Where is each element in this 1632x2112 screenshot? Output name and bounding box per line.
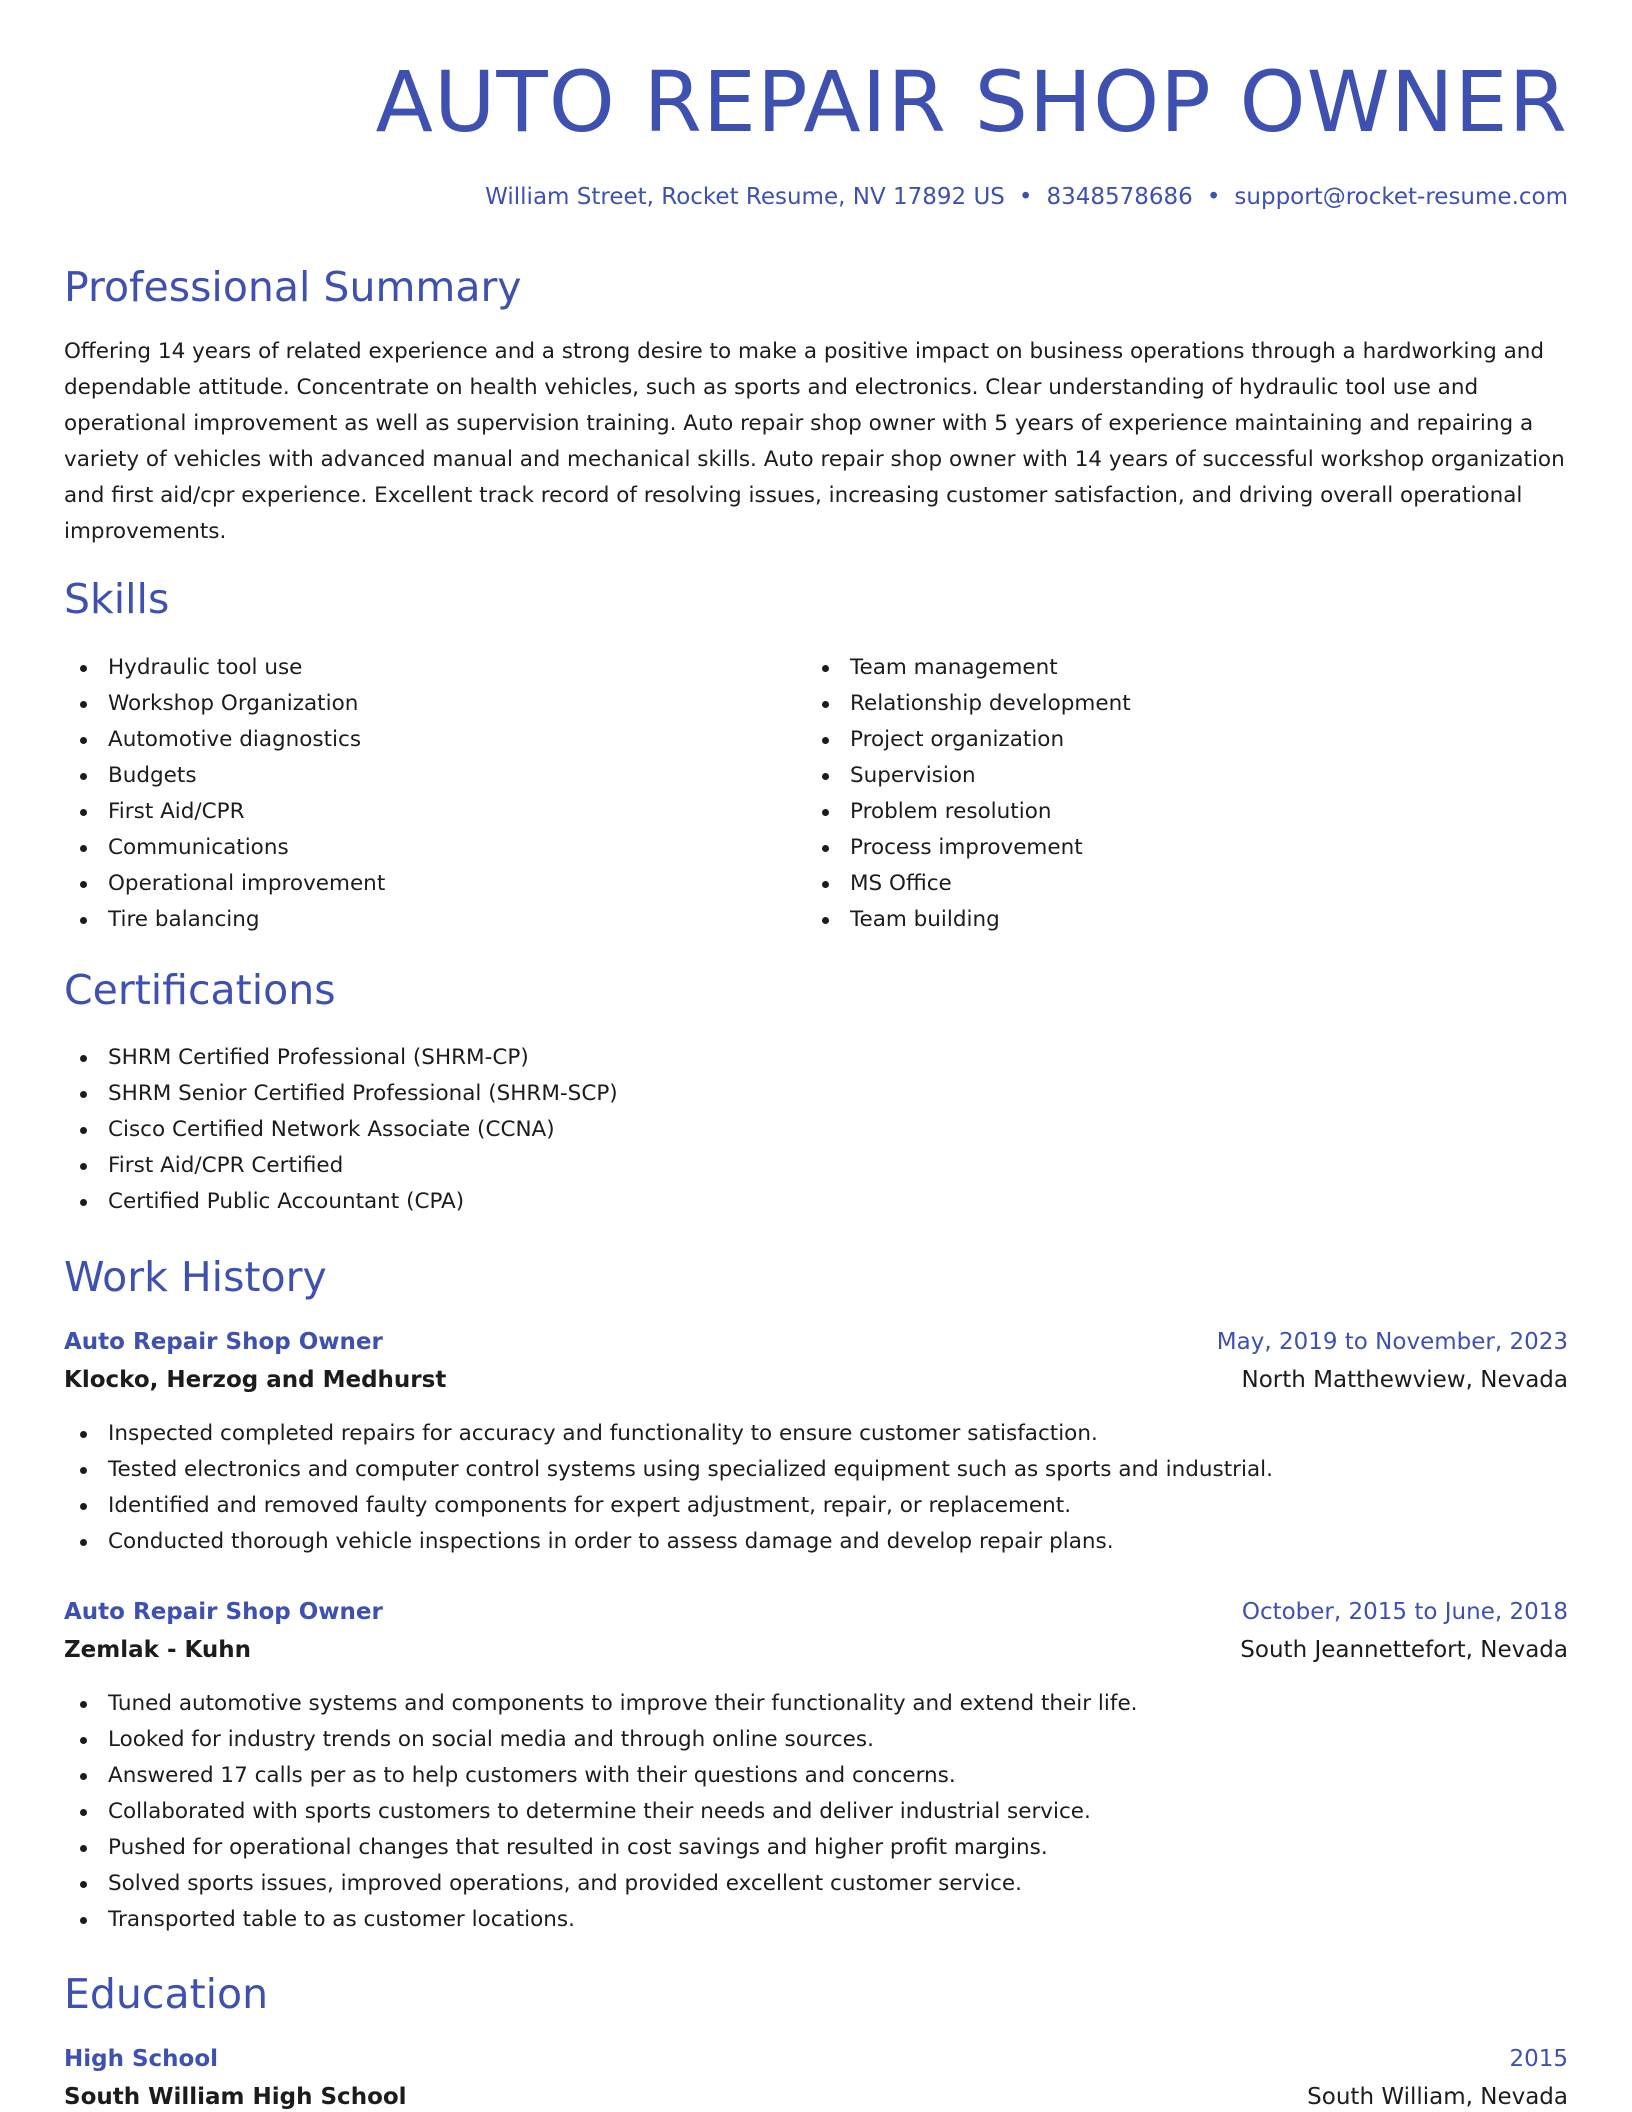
certification-item: SHRM Senior Certified Professional (SHRM-SCP) bbox=[64, 1076, 618, 1112]
skills-list-left bbox=[64, 650, 385, 938]
education-header bbox=[64, 2039, 1568, 2079]
education-subheader bbox=[64, 2077, 1568, 2112]
skill-item: Hydraulic tool use bbox=[64, 650, 385, 686]
skill-item: Team building bbox=[806, 902, 1131, 938]
skills-list-right bbox=[806, 650, 1131, 938]
skill-item: Project organization bbox=[806, 722, 1131, 758]
job-duty: Tested electronics and computer control systems using specialized equipment such as sports and industrial. bbox=[64, 1452, 1273, 1488]
job-company: Zemlak - Kuhn bbox=[64, 1637, 252, 1663]
job-duty: Conducted thorough vehicle inspections in order to assess damage and develop repair plans. bbox=[64, 1524, 1273, 1560]
summary-text: Offering 14 years of related experience and a strong desire to make a positive impact on business operations through a hardworking and dependable attitude. Concentrate on health vehicles, such as sports and electronics. Clear understanding of hydraulic tool use and operational improvement as well as supervision training. Auto repair shop owner with 5 years of experience maintaining and repairing a variety of vehicles with advanced manual and mechanical skills. Auto repair shop owner with 14 years of successful workshop organization and first aid/cpr experience. Excellent track record of resolving issues, increasing customer satisfaction, and driving overall operational improvements. bbox=[64, 339, 1565, 544]
certification-item: First Aid/CPR Certified bbox=[64, 1148, 618, 1184]
certification-item: Cisco Certified Network Associate (CCNA) bbox=[64, 1112, 618, 1148]
job-duty: Looked for industry trends on social media and through online sources. bbox=[64, 1722, 1138, 1758]
summary-heading: Professional Summary bbox=[64, 263, 522, 311]
education-school: South William High School bbox=[64, 2084, 407, 2110]
contact-separator: • bbox=[1018, 184, 1033, 210]
certification-item: Certified Public Accountant (CPA) bbox=[64, 1184, 618, 1220]
job-duty: Identified and removed faulty components for expert adjustment, repair, or replacement. bbox=[64, 1488, 1273, 1524]
contact-address: William Street, Rocket Resume, NV 17892 US bbox=[485, 184, 1005, 210]
education-degree: High School bbox=[64, 2046, 219, 2072]
job-location: South Jeannettefort, Nevada bbox=[1240, 1637, 1568, 1663]
skill-item: Problem resolution bbox=[806, 794, 1131, 830]
certification-item: SHRM Certified Professional (SHRM-CP) bbox=[64, 1040, 618, 1076]
job-company: Klocko, Herzog and Medhurst bbox=[64, 1367, 447, 1393]
job-dates: October, 2015 to June, 2018 bbox=[1241, 1599, 1568, 1625]
job-duty: Tuned automotive systems and components to improve their functionality and extend their life. bbox=[64, 1686, 1138, 1722]
skill-item: Budgets bbox=[64, 758, 385, 794]
skill-item: First Aid/CPR bbox=[64, 794, 385, 830]
job-subheader bbox=[64, 1360, 1568, 1400]
job-duties-list bbox=[64, 1686, 1138, 1938]
education-year: 2015 bbox=[1509, 2046, 1568, 2072]
job-duties-list bbox=[64, 1416, 1273, 1560]
job-duty: Answered 17 calls per as to help customers with their questions and concerns. bbox=[64, 1758, 1138, 1794]
contact-line bbox=[485, 180, 1568, 214]
skills-heading: Skills bbox=[64, 575, 170, 623]
certifications-list bbox=[64, 1040, 618, 1220]
skill-item: Workshop Organization bbox=[64, 686, 385, 722]
skill-item: MS Office bbox=[806, 866, 1131, 902]
skill-item: Team management bbox=[806, 650, 1131, 686]
job-title: Auto Repair Shop Owner bbox=[64, 1599, 383, 1625]
resume-title: AUTO REPAIR SHOP OWNER bbox=[375, 53, 1568, 151]
skill-item: Tire balancing bbox=[64, 902, 385, 938]
education-location: South William, Nevada bbox=[1307, 2084, 1568, 2110]
skill-item: Relationship development bbox=[806, 686, 1131, 722]
contact-separator: • bbox=[1206, 184, 1221, 210]
certifications-heading: Certifications bbox=[64, 966, 336, 1014]
job-duty: Collaborated with sports customers to determine their needs and deliver industrial service. bbox=[64, 1794, 1138, 1830]
skill-item: Operational improvement bbox=[64, 866, 385, 902]
skill-item: Automotive diagnostics bbox=[64, 722, 385, 758]
skill-item: Communications bbox=[64, 830, 385, 866]
skill-item: Supervision bbox=[806, 758, 1131, 794]
job-duty: Solved sports issues, improved operations, and provided excellent customer service. bbox=[64, 1866, 1138, 1902]
job-header bbox=[64, 1322, 1568, 1362]
job-duty: Inspected completed repairs for accuracy and functionality to ensure customer satisfaction. bbox=[64, 1416, 1273, 1452]
contact-phone: 8348578686 bbox=[1046, 184, 1193, 210]
job-title: Auto Repair Shop Owner bbox=[64, 1329, 383, 1355]
job-duty: Transported table to as customer locations. bbox=[64, 1902, 1138, 1938]
skill-item: Process improvement bbox=[806, 830, 1131, 866]
job-location: North Matthewview, Nevada bbox=[1241, 1367, 1568, 1393]
contact-email[interactable]: support@rocket-resume.com bbox=[1234, 184, 1568, 210]
job-header bbox=[64, 1592, 1568, 1632]
job-duty: Pushed for operational changes that resulted in cost savings and higher profit margins. bbox=[64, 1830, 1138, 1866]
work-history-heading: Work History bbox=[64, 1253, 327, 1301]
job-subheader bbox=[64, 1630, 1568, 1670]
education-heading: Education bbox=[64, 1970, 269, 2018]
job-dates: May, 2019 to November, 2023 bbox=[1216, 1329, 1568, 1355]
